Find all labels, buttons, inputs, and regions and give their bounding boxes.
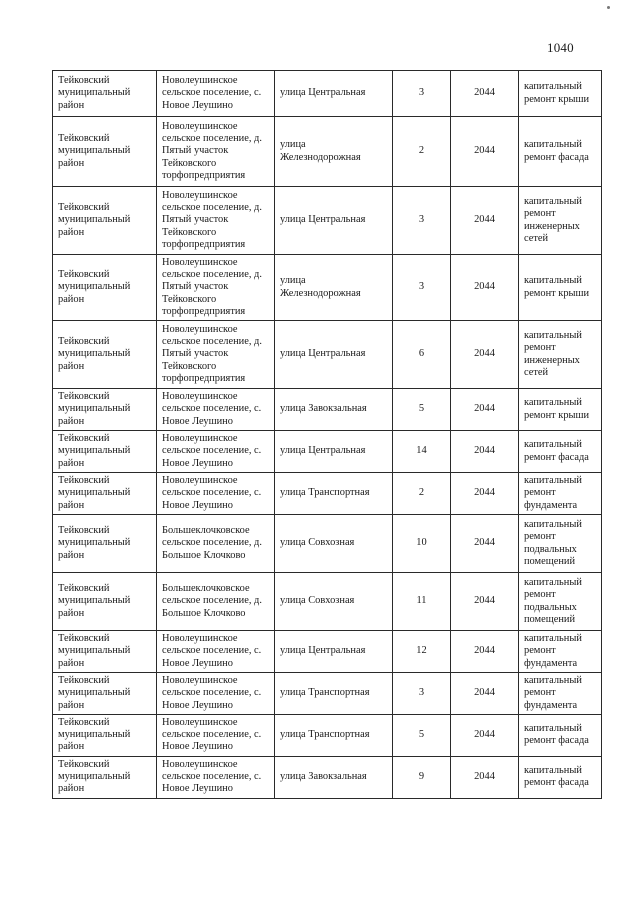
house-number-cell: 6	[393, 321, 451, 389]
house-number-cell: 10	[393, 515, 451, 573]
house-number-cell: 3	[393, 255, 451, 321]
table-row	[53, 187, 602, 255]
settlement-cell: Новолеушинское сельское поселение, с. Новое Леушино	[157, 631, 275, 673]
settlement-cell: Новолеушинское сельское поселение, с. Новое Леушино	[157, 673, 275, 715]
street-cell: улица Центральная	[275, 631, 393, 673]
year-cell: 2044	[451, 389, 519, 431]
municipality-cell: Тейковский муниципальный район	[53, 573, 157, 631]
settlement-cell: Большеклочковское сельское поселение, д. Большое Клочково	[157, 573, 275, 631]
repair-type-cell: капитальный ремонт подвальных помещений	[519, 515, 602, 573]
municipality-cell: Тейковский муниципальный район	[53, 255, 157, 321]
table-row	[53, 255, 602, 321]
table-body	[53, 71, 602, 799]
settlement-cell: Новолеушинское сельское поселение, с. Новое Леушино	[157, 431, 275, 473]
street-cell: улица Совхозная	[275, 573, 393, 631]
municipality-cell: Тейковский муниципальный район	[53, 321, 157, 389]
repair-type-cell: капитальный ремонт крыши	[519, 255, 602, 321]
house-number-cell: 2	[393, 473, 451, 515]
street-cell: улица Завокзальная	[275, 756, 393, 798]
repair-type-cell: капитальный ремонт фундамента	[519, 631, 602, 673]
table-row	[53, 71, 602, 117]
municipality-cell: Тейковский муниципальный район	[53, 117, 157, 187]
table-row	[53, 573, 602, 631]
repair-type-cell: капитальный ремонт фундамента	[519, 473, 602, 515]
year-cell: 2044	[451, 715, 519, 757]
table-row	[53, 756, 602, 798]
settlement-cell: Новолеушинское сельское поселение, д. Пятый участок Тейковского торфопредприятия	[157, 117, 275, 187]
repair-type-cell: капитальный ремонт инженерных сетей	[519, 321, 602, 389]
street-cell: улица Завокзальная	[275, 389, 393, 431]
repair-type-cell: капитальный ремонт фасада	[519, 431, 602, 473]
year-cell: 2044	[451, 71, 519, 117]
year-cell: 2044	[451, 515, 519, 573]
year-cell: 2044	[451, 431, 519, 473]
table-row	[53, 673, 602, 715]
settlement-cell: Новолеушинское сельское поселение, д. Пятый участок Тейковского торфопредприятия	[157, 255, 275, 321]
settlement-cell: Новолеушинское сельское поселение, с. Новое Леушино	[157, 473, 275, 515]
municipality-cell: Тейковский муниципальный район	[53, 756, 157, 798]
house-number-cell: 12	[393, 631, 451, 673]
table-row	[53, 715, 602, 757]
municipality-cell: Тейковский муниципальный район	[53, 389, 157, 431]
house-number-cell: 2	[393, 117, 451, 187]
repair-type-cell: капитальный ремонт подвальных помещений	[519, 573, 602, 631]
house-number-cell: 3	[393, 187, 451, 255]
municipality-cell: Тейковский муниципальный район	[53, 631, 157, 673]
house-number-cell: 3	[393, 71, 451, 117]
street-cell: улица Центральная	[275, 431, 393, 473]
municipality-cell: Тейковский муниципальный район	[53, 473, 157, 515]
settlement-cell: Новолеушинское сельское поселение, д. Пятый участок Тейковского торфопредприятия	[157, 187, 275, 255]
settlement-cell: Новолеушинское сельское поселение, с. Новое Леушино	[157, 756, 275, 798]
year-cell: 2044	[451, 473, 519, 515]
settlement-cell: Новолеушинское сельское поселение, с. Новое Леушино	[157, 389, 275, 431]
repair-type-cell: капитальный ремонт крыши	[519, 389, 602, 431]
street-cell: улица Железнодорожная	[275, 255, 393, 321]
street-cell: улица Железнодорожная	[275, 117, 393, 187]
table-row	[53, 473, 602, 515]
page-number: 1040	[547, 40, 574, 55]
street-cell: улица Транспортная	[275, 715, 393, 757]
table-row	[53, 321, 602, 389]
house-number-cell: 11	[393, 573, 451, 631]
repair-type-cell: капитальный ремонт фасада	[519, 117, 602, 187]
street-cell: улица Центральная	[275, 71, 393, 117]
repair-type-cell: капитальный ремонт фасада	[519, 756, 602, 798]
settlement-cell: Новолеушинское сельское поселение, д. Пятый участок Тейковского торфопредприятия	[157, 321, 275, 389]
municipality-cell: Тейковский муниципальный район	[53, 515, 157, 573]
year-cell: 2044	[451, 631, 519, 673]
house-number-cell: 14	[393, 431, 451, 473]
municipality-cell: Тейковский муниципальный район	[53, 431, 157, 473]
table-row	[53, 389, 602, 431]
repair-type-cell: капитальный ремонт крыши	[519, 71, 602, 117]
municipality-cell: Тейковский муниципальный район	[53, 715, 157, 757]
street-cell: улица Транспортная	[275, 473, 393, 515]
settlement-cell: Большеклочковское сельское поселение, д. Большое Клочково	[157, 515, 275, 573]
settlement-cell: Новолеушинское сельское поселение, с. Новое Леушино	[157, 71, 275, 117]
table-row	[53, 631, 602, 673]
street-cell: улица Центральная	[275, 187, 393, 255]
street-cell: улица Центральная	[275, 321, 393, 389]
year-cell: 2044	[451, 573, 519, 631]
year-cell: 2044	[451, 117, 519, 187]
year-cell: 2044	[451, 187, 519, 255]
year-cell: 2044	[451, 673, 519, 715]
housing-repair-table	[52, 70, 602, 799]
house-number-cell: 5	[393, 389, 451, 431]
municipality-cell: Тейковский муниципальный район	[53, 673, 157, 715]
scan-speck	[607, 6, 610, 9]
year-cell: 2044	[451, 321, 519, 389]
year-cell: 2044	[451, 255, 519, 321]
street-cell: улица Совхозная	[275, 515, 393, 573]
house-number-cell: 3	[393, 673, 451, 715]
table-row	[53, 117, 602, 187]
municipality-cell: Тейковский муниципальный район	[53, 187, 157, 255]
repair-type-cell: капитальный ремонт фундамента	[519, 673, 602, 715]
repair-type-cell: капитальный ремонт инженерных сетей	[519, 187, 602, 255]
street-cell: улица Транспортная	[275, 673, 393, 715]
municipality-cell: Тейковский муниципальный район	[53, 71, 157, 117]
house-number-cell: 9	[393, 756, 451, 798]
house-number-cell: 5	[393, 715, 451, 757]
settlement-cell: Новолеушинское сельское поселение, с. Новое Леушино	[157, 715, 275, 757]
table-row	[53, 431, 602, 473]
table-row	[53, 515, 602, 573]
repair-type-cell: капитальный ремонт фасада	[519, 715, 602, 757]
year-cell: 2044	[451, 756, 519, 798]
